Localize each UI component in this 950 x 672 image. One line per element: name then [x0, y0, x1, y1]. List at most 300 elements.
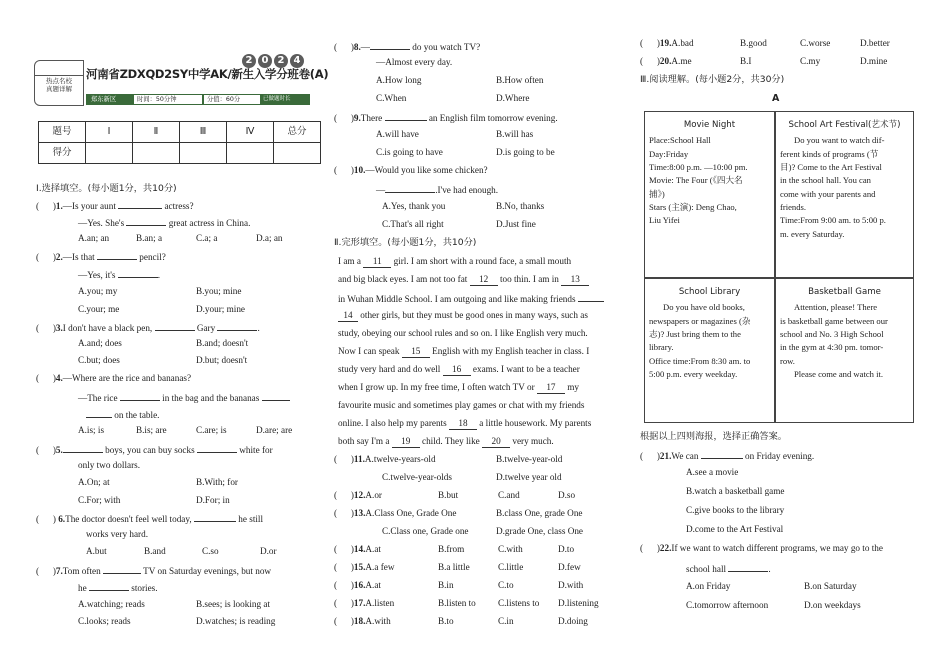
score-cell: 得分: [39, 143, 86, 164]
passage-text: exams. I want to be a teacher: [470, 364, 580, 374]
score-input-cell[interactable]: [180, 143, 227, 164]
score-cell: Ⅰ: [86, 122, 133, 143]
answer-blank[interactable]: [120, 391, 160, 401]
question-text: he: [78, 583, 87, 593]
option[interactable]: C.listens to: [498, 598, 540, 608]
option[interactable]: A.me: [671, 56, 692, 66]
question-21: ( )21.We can on Friday evening.: [640, 451, 815, 461]
option[interactable]: D.with: [558, 580, 584, 590]
cloze-blank[interactable]: 16: [443, 364, 471, 376]
cloze-blank[interactable]: 18: [449, 418, 477, 430]
section-2-title: Ⅱ.完形填空。(每小题1分，共10分): [334, 237, 477, 248]
year-digit: 0: [258, 54, 272, 68]
question-number: 16.: [353, 580, 366, 590]
question-text: do you watch TV?: [412, 42, 481, 52]
option[interactable]: A.watching; reads: [78, 599, 145, 609]
passage-text: and big black eyes. I am not too fat: [338, 274, 470, 284]
question-text: —: [360, 42, 370, 52]
question-2-line2: [78, 268, 160, 282]
poster-title: School Art Festival(艺术节): [788, 120, 901, 130]
question-text: on the table.: [114, 410, 160, 420]
option[interactable]: D.doing: [558, 616, 588, 626]
score-input-cell[interactable]: [274, 143, 321, 164]
answer-blank[interactable]: [63, 443, 103, 453]
question-number: 22.: [659, 543, 672, 553]
question-text: boys, you can buy socks: [105, 445, 195, 455]
passage-text: a little housework. My parents: [477, 418, 592, 428]
question-text: We can: [671, 451, 699, 461]
passage-line: [338, 364, 580, 376]
option[interactable]: A.a few: [365, 562, 395, 572]
option[interactable]: C.twelve-year-olds: [382, 472, 452, 482]
option[interactable]: A.How long: [376, 75, 422, 85]
option[interactable]: D.so: [558, 490, 576, 500]
question-text: I don't have a black pen,: [62, 323, 153, 333]
question-number: 17.: [353, 598, 366, 608]
cloze-blank[interactable]: 19: [392, 436, 420, 448]
poster-title: School Library: [678, 287, 741, 297]
option[interactable]: A.or: [365, 490, 382, 500]
note-label: 已做题时长: [263, 96, 291, 102]
passage-line: [338, 418, 591, 430]
question-text: TV on Saturday evenings, but now: [143, 566, 272, 576]
answer-blank[interactable]: [385, 183, 435, 193]
option[interactable]: D.Where: [496, 93, 530, 103]
option[interactable]: C.my: [800, 56, 821, 66]
question-text: —The rice: [78, 393, 118, 403]
question-2: ( )2.—Is that pencil?: [36, 252, 166, 262]
question-9: ( )9.There an English film tomorrow evening.: [334, 113, 558, 123]
question-4-line2: [78, 391, 290, 405]
year-badge: [242, 54, 308, 68]
question-number: 20.: [659, 56, 672, 66]
option[interactable]: B.With; for: [196, 477, 238, 487]
option[interactable]: C.worse: [800, 38, 831, 48]
poster-line: Time:From 9:00 am. to 5:00 p.: [780, 215, 886, 226]
question-18: ( )18.A.with: [334, 616, 391, 626]
question-text: .: [157, 270, 161, 280]
option[interactable]: D.is going to be: [496, 147, 555, 157]
option[interactable]: D.watches; is reading: [196, 616, 276, 626]
exam-header: [34, 54, 329, 106]
question-12: ( )12.A.or: [334, 490, 382, 500]
option[interactable]: D.to: [558, 544, 575, 554]
question-text: —Is that: [62, 252, 95, 262]
option[interactable]: C.For; with: [78, 495, 121, 505]
option[interactable]: A.listen: [365, 598, 395, 608]
question-text: only two dollars.: [78, 460, 141, 470]
question-text: pencil?: [139, 252, 166, 262]
option[interactable]: B.on Saturday: [804, 581, 857, 591]
option[interactable]: B.good: [740, 38, 767, 48]
poster-line: Movie: The Four (《四大名: [649, 175, 743, 186]
question-15: ( )15.A.a few: [334, 562, 395, 572]
question-number: 9.: [353, 113, 361, 123]
question-1: ( )1.—Is your aunt actress?: [36, 201, 194, 211]
option[interactable]: A.Yes, thank you: [382, 201, 446, 211]
question-number: 14.: [353, 544, 366, 554]
question-number: 3.: [55, 323, 63, 333]
poster-basketball-game: [775, 278, 913, 422]
score-header-row: [39, 122, 321, 143]
poster-line: in the gym at 4:30 pm. tomor-: [780, 342, 884, 353]
poster-art-festival: [775, 112, 913, 278]
option[interactable]: A.bad: [671, 38, 694, 48]
option[interactable]: D.come to the Art Festival: [686, 524, 784, 534]
poster-line: newspapers or magazines (杂: [649, 315, 751, 326]
year-digit: 2: [242, 54, 256, 68]
passage-text: other girls, but they must be good ones in many ways, such as: [358, 310, 588, 320]
poster-line: Do you want to watch dif-: [794, 135, 885, 146]
answer-blank[interactable]: [578, 292, 604, 302]
question-number: 12.: [353, 490, 366, 500]
question-7-line2: [78, 581, 158, 595]
poster-line: Stars (主演): Deng Chao,: [649, 201, 737, 212]
poster-line: Attention, please! There: [794, 302, 878, 313]
option[interactable]: C.looks; reads: [78, 616, 131, 626]
passage-line: study, obeying our school rules and so on. I like English very much.: [338, 328, 588, 338]
poster-line: Office time:From 8:30 am. to: [649, 355, 751, 366]
question-number: 10.: [353, 165, 366, 175]
question-1-line2: [78, 216, 250, 230]
question-text: If we want to watch different programs, we may go to the: [671, 543, 883, 553]
question-4-line3: [86, 408, 159, 422]
question-3: ( )3.I don't have a black pen, Gary .: [36, 323, 260, 333]
question-text: —Is your aunt: [62, 201, 116, 211]
year-digit: 4: [290, 54, 304, 68]
option[interactable]: C.with: [498, 544, 523, 554]
question-text: great actress in China.: [168, 218, 251, 228]
option[interactable]: C.so: [202, 546, 219, 556]
score-cell: Ⅱ: [133, 122, 180, 143]
option[interactable]: A.with: [365, 616, 391, 626]
option[interactable]: C.but; does: [78, 355, 120, 365]
option[interactable]: B.a little: [438, 562, 470, 572]
question-10-line2: [376, 183, 498, 197]
question-number: 8.: [353, 42, 361, 52]
question-text: Gary: [196, 323, 216, 333]
option[interactable]: A.an; an: [78, 233, 110, 243]
poster-line: Place:School Hall: [649, 135, 711, 146]
poster-title: Movie Night: [683, 120, 736, 130]
option[interactable]: B.from: [438, 544, 465, 554]
cloze-blank[interactable]: 20: [482, 436, 510, 448]
score-input-cell[interactable]: [133, 143, 180, 164]
passage-text: child. They like: [419, 436, 483, 446]
question-11: ( )11.A.twelve-years-old: [334, 454, 436, 464]
question-text: on Friday evening.: [745, 451, 815, 461]
poster-line: m. every Saturday.: [780, 228, 845, 239]
option[interactable]: C.your; me: [78, 304, 120, 314]
passage-text: both say I'm a: [338, 436, 392, 446]
option[interactable]: B.is; are: [136, 425, 167, 435]
question-22-line2: [686, 562, 771, 576]
option[interactable]: D.a; an: [256, 233, 283, 243]
answer-blank[interactable]: [728, 562, 771, 574]
poster-line: Liu Yifei: [649, 215, 680, 226]
passage-line: [338, 310, 588, 322]
option[interactable]: B.but: [438, 490, 459, 500]
passage-line: [338, 256, 571, 268]
poster-line: in the school hall. You can: [780, 175, 871, 186]
answer-blank[interactable]: [155, 321, 195, 331]
option[interactable]: C.tomorrow afternoon: [686, 600, 769, 610]
passage-text: when I grow up. In my free time, I often watch TV or: [338, 382, 537, 392]
option[interactable]: C.That's all right: [382, 219, 444, 229]
year-digit: 2: [274, 54, 288, 68]
answer-blank[interactable]: [217, 321, 260, 333]
question-number: 5.: [55, 445, 63, 455]
section-3-title: Ⅲ.阅读理解。(每小题2分，共30分): [640, 74, 785, 85]
answer-blank[interactable]: [370, 40, 410, 50]
answer-blank[interactable]: [262, 391, 290, 401]
question-4: ( )4.—Where are the rice and bananas?: [36, 373, 192, 383]
question-5: ( )5. boys, you can buy socks white for: [36, 445, 273, 455]
score-input-cell[interactable]: [86, 143, 133, 164]
option[interactable]: D.or: [260, 546, 277, 556]
option[interactable]: B.sees; is looking at: [196, 599, 271, 609]
option[interactable]: D.twelve year old: [496, 472, 562, 482]
question-text: actress?: [164, 201, 194, 211]
hot-school-badge: [34, 60, 84, 106]
question-text: .I've had enough.: [435, 185, 499, 195]
cloze-blank[interactable]: 15: [402, 346, 430, 358]
score-cell: Ⅲ: [180, 122, 227, 143]
question-number: 2.: [55, 252, 63, 262]
option[interactable]: D.listening: [558, 598, 599, 608]
score-value-row: [39, 143, 321, 164]
question-text: works very hard.: [86, 529, 148, 539]
question-6: ( ) 6.The doctor doesn't feel well today, he still: [36, 514, 264, 524]
poster-line: school and No. 3 High School: [780, 328, 884, 339]
part-label: A: [772, 93, 780, 104]
option[interactable]: A.at: [365, 544, 381, 554]
cloze-blank[interactable]: 13: [561, 274, 589, 286]
question-text: white for: [239, 445, 273, 455]
question-number: 18.: [353, 616, 366, 626]
option[interactable]: C.little: [498, 562, 524, 572]
option[interactable]: C.to: [498, 580, 514, 590]
option[interactable]: D.For; in: [196, 495, 230, 505]
option[interactable]: A.on Friday: [686, 581, 731, 591]
option[interactable]: D.mine: [860, 56, 888, 66]
option[interactable]: D.your; mine: [196, 304, 245, 314]
option[interactable]: D.grade One, class One: [496, 526, 583, 536]
question-text: —Where are the rice and bananas?: [62, 373, 192, 383]
option[interactable]: B.How often: [496, 75, 544, 85]
option[interactable]: C.When: [376, 93, 407, 103]
question-20: ( )20.A.me: [640, 56, 692, 66]
option[interactable]: D.few: [558, 562, 581, 572]
option[interactable]: C.are; is: [196, 425, 227, 435]
question-number: 13.: [353, 508, 366, 518]
question-17: ( )17.A.listen: [334, 598, 395, 608]
question-text: in the bag and the bananas: [162, 393, 260, 403]
option[interactable]: B.an; a: [136, 233, 163, 243]
answer-blank[interactable]: [89, 581, 129, 591]
question-text: Tom often: [62, 566, 101, 576]
answer-blank[interactable]: [97, 250, 137, 260]
answer-blank[interactable]: [103, 564, 141, 574]
answer-blank[interactable]: [194, 512, 236, 522]
passage-line: [338, 274, 589, 286]
passage-text: Now I can speak: [338, 346, 402, 356]
poster-line: 捕》): [649, 188, 665, 199]
question-8: ( )8.— do you watch TV?: [334, 42, 481, 52]
cloze-blank[interactable]: 17: [537, 382, 565, 394]
cloze-blank[interactable]: 14: [338, 310, 358, 322]
option[interactable]: A.is; is: [78, 425, 105, 435]
score-input-cell[interactable]: [227, 143, 274, 164]
question-number: 15.: [353, 562, 366, 572]
question-text: he still: [238, 514, 264, 524]
poster-title: Basketball Game: [808, 287, 881, 297]
option[interactable]: C.in: [498, 616, 514, 626]
option[interactable]: B.and; doesn't: [196, 338, 249, 348]
question-text: .: [768, 564, 771, 574]
poster-line: ferent kinds of programs (节: [780, 148, 879, 159]
option[interactable]: D.but; doesn't: [196, 355, 248, 365]
poster-line: library.: [649, 342, 674, 353]
poster-movie-night: [645, 112, 775, 278]
option[interactable]: A.On; at: [78, 477, 110, 487]
question-7: ( )7.Tom often TV on Saturday evenings, but now: [36, 566, 272, 576]
passage-text: English with my English teacher in class. I: [429, 346, 590, 356]
question-text: stories.: [131, 583, 158, 593]
poster-line: Please come and watch it.: [794, 368, 884, 379]
posters-grid: [644, 111, 914, 423]
poster-line: 目)? Come to the Art Festival: [780, 161, 882, 172]
answer-blank[interactable]: [701, 449, 743, 459]
option[interactable]: D.are; are: [256, 425, 293, 435]
poster-line: row.: [780, 355, 795, 366]
passage-text: in Wuhan Middle School. I am outgoing and like making friends: [338, 294, 578, 304]
question-text: —Yes. She's: [78, 218, 125, 228]
option[interactable]: B.and: [144, 546, 166, 556]
question-14: ( )14.A.at: [334, 544, 381, 554]
option[interactable]: A.see a movie: [686, 467, 739, 477]
option[interactable]: B.class One, grade One: [496, 508, 583, 518]
question-number: 21.: [659, 451, 672, 461]
poster-line: Time:8:00 p.m. —10:00 pm.: [649, 161, 748, 172]
question-number: 11.: [353, 454, 365, 464]
option[interactable]: B.will has: [496, 129, 534, 139]
passage-text: study very hard and do well: [338, 364, 443, 374]
option[interactable]: B.you; mine: [196, 286, 242, 296]
option[interactable]: C.Class one, Grade one: [382, 526, 469, 536]
option[interactable]: B.watch a basketball game: [686, 486, 785, 496]
question-text: The doctor doesn't feel well today,: [65, 514, 192, 524]
option[interactable]: A.will have: [376, 129, 419, 139]
option[interactable]: B.I: [740, 56, 752, 66]
poster-line: Do you have old books,: [663, 302, 745, 313]
option[interactable]: C.is going to have: [376, 147, 443, 157]
question-text: —Would you like some chicken?: [365, 165, 488, 175]
option[interactable]: A.you; my: [78, 286, 118, 296]
question-number: 1.: [55, 201, 63, 211]
passage-text: online. I also help my parents: [338, 418, 449, 428]
poster-line: 5:00 p.m. every weekday.: [649, 368, 738, 379]
question-text: —: [376, 185, 386, 195]
option[interactable]: B.twelve-year-old: [496, 454, 563, 464]
option[interactable]: C.a; a: [196, 233, 218, 243]
answer-blank[interactable]: [126, 216, 166, 226]
question-text: —Yes, it's: [78, 270, 116, 280]
option[interactable]: B.to: [438, 616, 454, 626]
answer-blank[interactable]: [385, 111, 427, 121]
option[interactable]: B.in: [438, 580, 454, 590]
question-text: There: [360, 113, 383, 123]
section-1-title: Ⅰ.选择填空。(每小题1分，共10分): [36, 183, 177, 194]
passage-line: [338, 292, 604, 306]
passage-line: [338, 436, 554, 448]
passage-text: I am a: [338, 256, 364, 266]
question-number: 6.: [58, 514, 66, 524]
option[interactable]: A.twelve-years-old: [364, 454, 436, 464]
answer-blank[interactable]: [86, 408, 112, 418]
question-number: 7.: [55, 566, 63, 576]
info-bar: [86, 94, 310, 105]
exam-title: 河南省ZDXQD2SY中学AK/新生入学分班卷(A): [86, 67, 329, 81]
passage-text: very much.: [510, 436, 554, 446]
time-label: 时间：50分钟: [134, 95, 202, 104]
option[interactable]: C.give books to the library: [686, 505, 785, 515]
option[interactable]: C.and: [498, 490, 520, 500]
score-cell: Ⅳ: [227, 122, 274, 143]
passage-text: girl. I am short with a round face, a small mouth: [391, 256, 572, 266]
answer-blank[interactable]: [118, 199, 162, 209]
poster-line: come with your parents and: [780, 188, 876, 199]
question-number: 4.: [55, 373, 63, 383]
option[interactable]: B.No, thanks: [496, 201, 545, 211]
badge-bottom-text: 真题详解: [46, 84, 72, 93]
poster-line: 志)? Just bring them to the: [649, 328, 741, 339]
question-text: .: [257, 323, 260, 333]
poster-school-library: [645, 278, 775, 422]
option[interactable]: A.Class One, Grade One: [365, 508, 457, 518]
cloze-blank[interactable]: 11: [363, 256, 391, 268]
passage-line: [338, 346, 589, 358]
score-cell: 总分: [274, 122, 321, 143]
question-text: —Almost every day.: [376, 57, 453, 67]
option[interactable]: D.on weekdays: [804, 600, 861, 610]
question-number: 19.: [659, 38, 672, 48]
score-cell: 题号: [39, 122, 86, 143]
badge-top-text: 热点名校: [35, 75, 83, 86]
option[interactable]: A.at: [365, 580, 381, 590]
option[interactable]: D.better: [860, 38, 890, 48]
answer-blank[interactable]: [197, 443, 237, 453]
passage-line: favourite music and sometimes play games or chat with my friends: [338, 400, 585, 410]
district-label: 郑东新区: [91, 96, 117, 103]
option[interactable]: D.Just fine: [496, 219, 536, 229]
passage-line: [338, 382, 579, 394]
answer-blank[interactable]: [118, 268, 161, 280]
passage-text: too thin. I am in: [497, 274, 562, 284]
poster-line: is basketball game between our: [780, 315, 888, 326]
option[interactable]: A.but: [86, 546, 107, 556]
question-text: school hall: [686, 564, 727, 574]
score-table: [38, 121, 321, 164]
question-22: ( )22.If we want to watch different programs, we may go to the: [640, 543, 883, 553]
poster-line: friends.: [780, 201, 807, 212]
question-text: an English film tomorrow evening.: [428, 113, 558, 123]
question-19: ( )19.A.bad: [640, 38, 694, 48]
option[interactable]: B.listen to: [438, 598, 476, 608]
cloze-blank[interactable]: 12: [470, 274, 498, 286]
question-13: ( )13.A.Class One, Grade One: [334, 508, 457, 518]
option[interactable]: A.and; does: [78, 338, 122, 348]
